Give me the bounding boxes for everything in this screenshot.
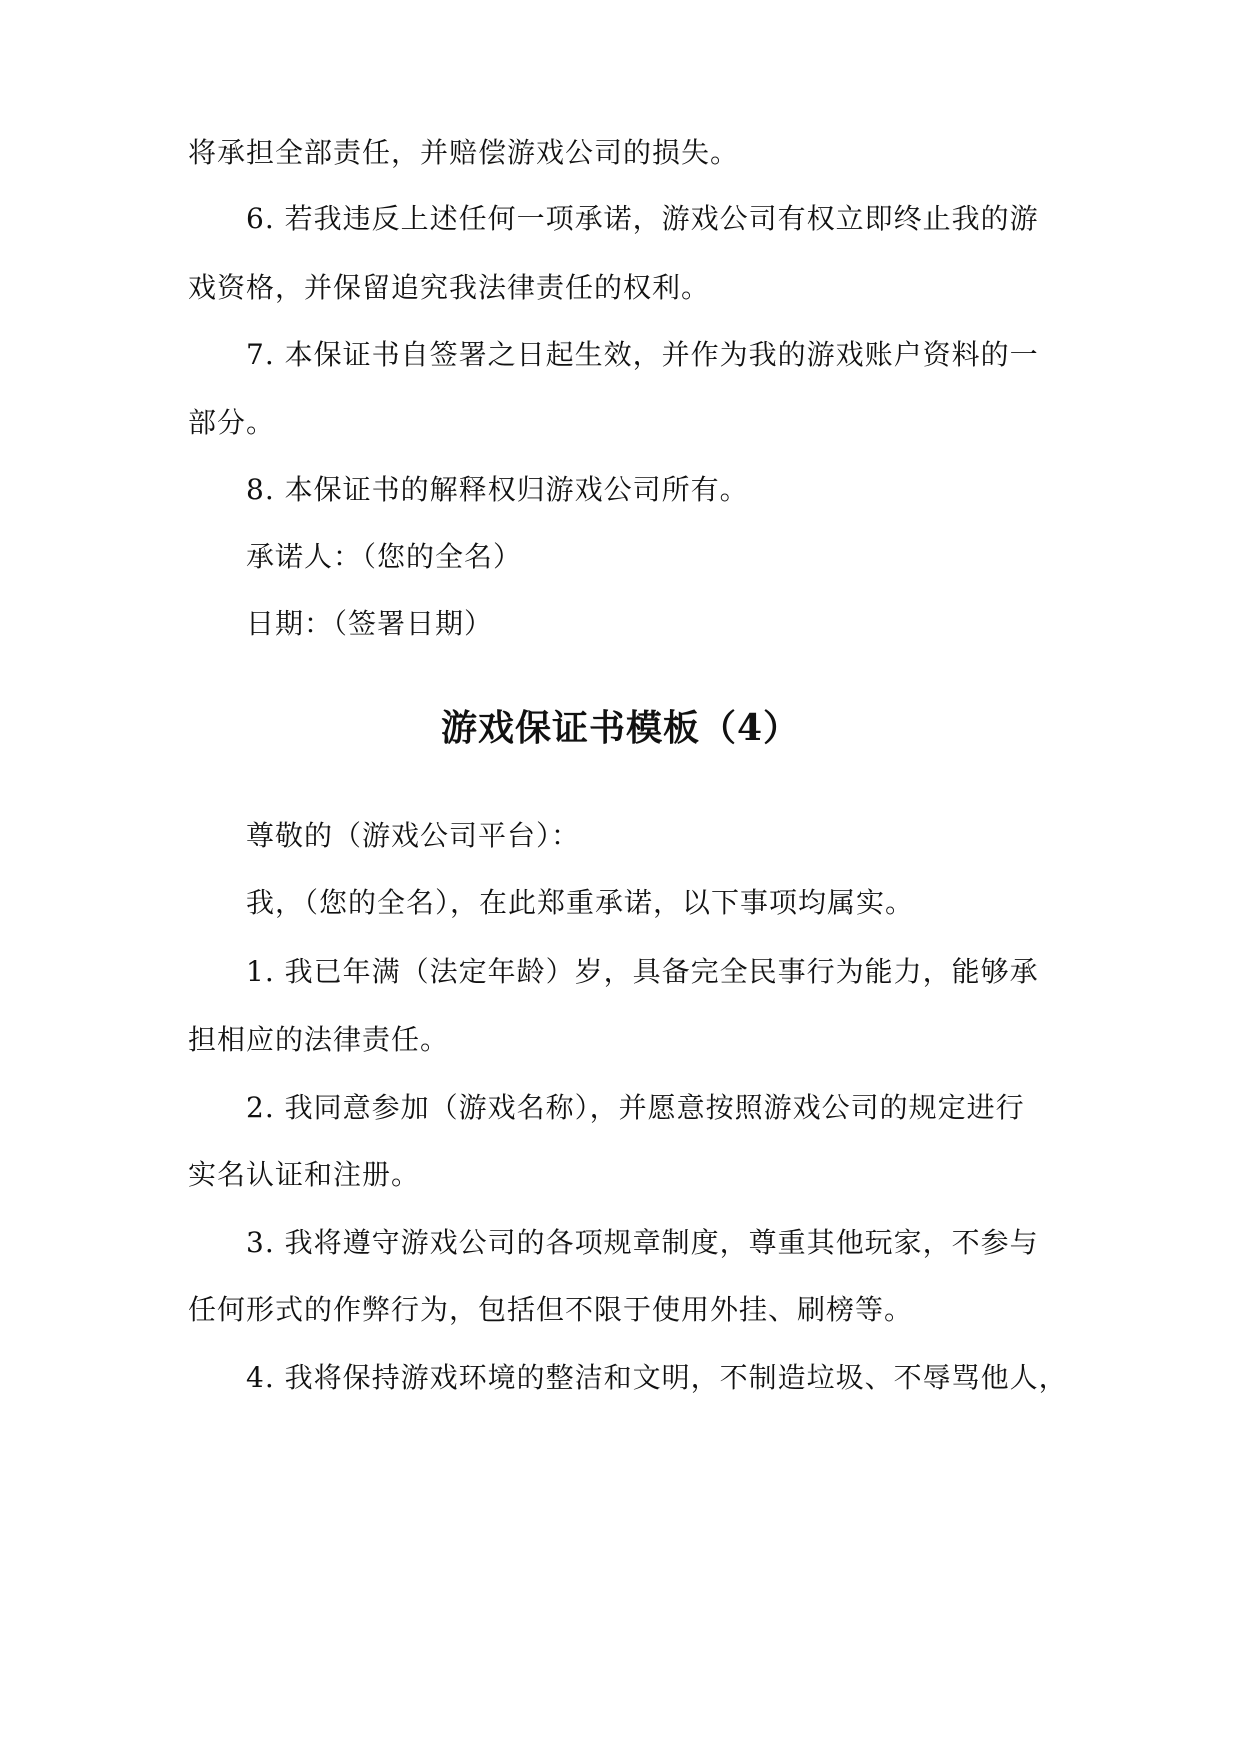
item6-line2: 戏资格，并保留追究我法律责任的权利。	[188, 271, 711, 304]
item2-line1: 2. 我同意参加（游戏名称），并愿意按照游戏公司的规定进行	[246, 1091, 1025, 1124]
intro-text: 我，（您的全名），在此郑重承诺，以下事项均属实。	[246, 886, 915, 919]
section-title: 游戏保证书模板（4）	[440, 707, 801, 749]
item4-line1: 4. 我将保持游戏环境的整洁和文明，不制造垃圾、不辱骂他人，	[246, 1361, 1068, 1394]
item1-line2: 担相应的法律责任。	[188, 1023, 450, 1056]
item8-text: 8. 本保证书的解释权归游戏公司所有。	[246, 473, 749, 506]
item7-line2: 部分。	[188, 406, 276, 439]
item3-line2: 任何形式的作弊行为，包括但不限于使用外挂、刷榜等。	[188, 1293, 914, 1326]
signer-line: 承诺人：（您的全名）	[246, 540, 523, 573]
item6-line1: 6. 若我违反上述任何一项承诺，游戏公司有权立即终止我的游	[246, 202, 1039, 235]
salutation: 尊敬的（游戏公司平台）：	[246, 819, 581, 852]
date-line: 日期：（签署日期）	[246, 607, 494, 640]
item3-line1: 3. 我将遵守游戏公司的各项规章制度，尊重其他玩家，不参与	[246, 1226, 1039, 1259]
item7-line1: 7. 本保证书自签署之日起生效，并作为我的游戏账户资料的一	[246, 338, 1039, 371]
item2-line2: 实名认证和注册。	[188, 1158, 421, 1191]
item1-line1: 1. 我已年满（法定年龄）岁，具备完全民事行为能力，能够承	[246, 955, 1039, 988]
item5-tail-text: 将承担全部责任，并赔偿游戏公司的损失。	[188, 136, 740, 169]
